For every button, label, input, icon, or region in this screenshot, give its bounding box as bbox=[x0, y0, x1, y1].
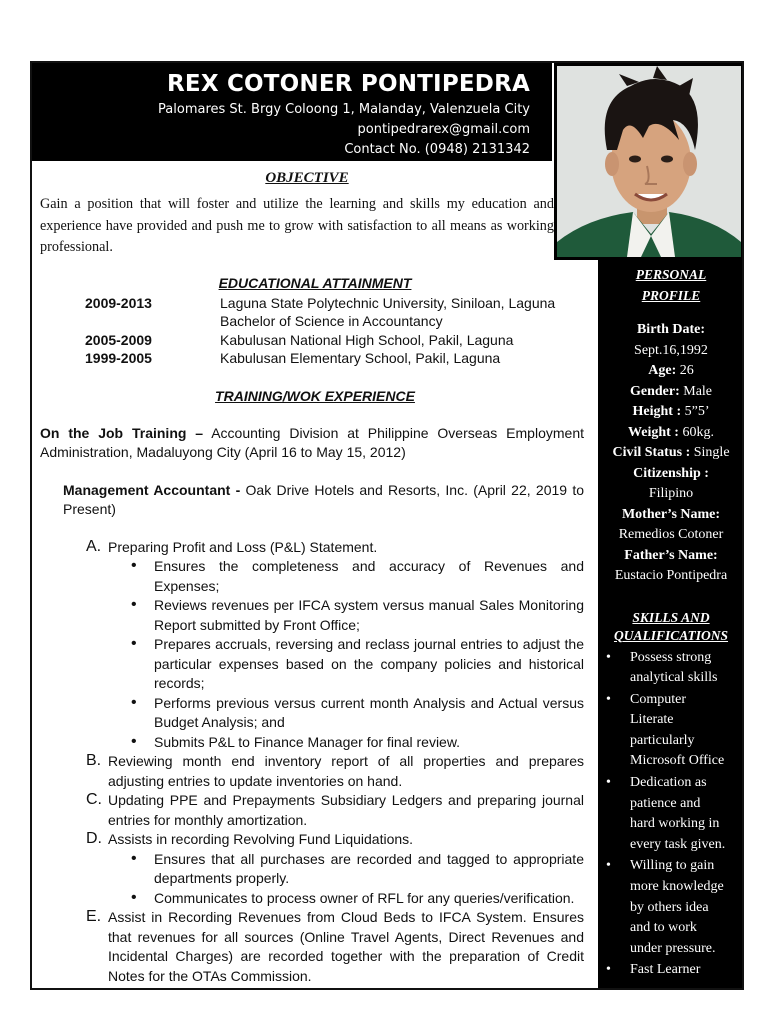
skill-item bbox=[604, 856, 744, 959]
father-name-label bbox=[598, 546, 744, 567]
weight-row bbox=[598, 423, 744, 444]
address: Palomares St. Brgy Coloong 1, Malanday, Valenzuela City bbox=[158, 102, 530, 117]
skill-line: by others idea bbox=[630, 899, 709, 915]
bullet-icon: • bbox=[131, 557, 137, 574]
job-entry bbox=[32, 481, 584, 520]
bullet-text: Performs previous versus current month Analysis and Actual versus Budget Analysis; and bbox=[154, 694, 584, 730]
resume-page bbox=[30, 61, 744, 990]
bullet-icon: • bbox=[131, 849, 137, 867]
bullet-icon: • bbox=[131, 693, 137, 711]
value-text: 60kg. bbox=[682, 424, 714, 440]
label-text: Civil Status : bbox=[612, 445, 691, 460]
height-row bbox=[598, 402, 744, 423]
profile-heading-line: PERSONAL bbox=[635, 267, 707, 282]
bullet-text: Communicates to process owner of RFL for any queries/verification. bbox=[154, 889, 575, 906]
skill-line: more knowledge bbox=[630, 879, 724, 895]
profile-heading-line: PROFILE bbox=[641, 288, 701, 303]
ojt-details: Accounting Division at Philippine Overseas Employment Administration, Madaluyong City (April 16 to May 15, 2012) bbox=[40, 424, 584, 460]
value-text: Single bbox=[693, 445, 730, 460]
skill-line: • Fast Learner bbox=[630, 962, 701, 978]
duty-letter: E. bbox=[86, 908, 102, 925]
skill-line: Microsoft Office bbox=[630, 753, 725, 769]
label-text: Age: bbox=[648, 363, 677, 378]
skills-list bbox=[598, 648, 744, 982]
gender-row bbox=[598, 382, 744, 403]
ojt-title: On the Job Training – bbox=[40, 424, 204, 441]
duty-letter: A. bbox=[86, 537, 102, 555]
skill-line: Literate bbox=[630, 712, 674, 728]
duty-letter: C. bbox=[86, 791, 102, 808]
bullet-icon: • bbox=[131, 596, 137, 613]
duty-letter: D. bbox=[86, 830, 102, 847]
personal-profile-heading bbox=[598, 260, 744, 306]
duty-item bbox=[32, 752, 598, 791]
duty-bullet bbox=[32, 557, 598, 596]
skill-line: patience and bbox=[630, 795, 701, 811]
education-entry bbox=[32, 331, 598, 350]
duty-text: Assist in Recording Revenues from Cloud Beds to IFCA System. Ensures that revenues for all sources (Online Travel Agents, Direct Revenues and Incidental Charges) are recorded together with the preparation of Credit Notes for the OTAs Commission. bbox=[108, 909, 584, 984]
duty-text: Updating PPE and Prepayments Subsidiary Ledgers and preparing journal entries for monthly amortization. bbox=[108, 792, 584, 828]
duty-text: Assists in recording Revolving Fund Liquidations. bbox=[108, 831, 414, 847]
label-text: Weight : bbox=[628, 424, 679, 440]
education-school: Kabulusan Elementary School, Pakil, Laguna bbox=[220, 350, 501, 366]
skill-line: particularly bbox=[630, 732, 695, 748]
education-list bbox=[32, 294, 598, 368]
education-degree: Bachelor of Science in Accountancy bbox=[220, 313, 443, 329]
birth-date-label bbox=[598, 320, 744, 341]
ojt-entry bbox=[32, 424, 584, 463]
education-years: 1999-2005 bbox=[85, 350, 152, 366]
duty-text: Preparing Profit and Loss (P&L) Statement. bbox=[108, 538, 378, 555]
birth-date-value: Sept.16,1992 bbox=[634, 342, 708, 358]
skill-item bbox=[604, 773, 744, 855]
age-row bbox=[598, 361, 744, 382]
skill-line: • Possess strong bbox=[630, 649, 712, 665]
duty-bullet bbox=[32, 850, 598, 889]
education-entry bbox=[32, 294, 598, 331]
bullet-text: Prepares accruals, reversing and reclass journal entries to adjust the particular expenses based on the company policies and historical records; bbox=[154, 636, 584, 691]
skill-line: • Willing to gain bbox=[630, 858, 715, 874]
education-years: 2009-2013 bbox=[85, 294, 152, 311]
skill-item bbox=[604, 690, 744, 772]
label-text: Father’s Name: bbox=[624, 547, 718, 563]
duty-bullet bbox=[32, 733, 598, 753]
bullet-icon: • bbox=[131, 888, 137, 906]
duty-letter: B. bbox=[86, 752, 102, 769]
skill-item bbox=[604, 648, 744, 689]
duty-text: Reviewing month end inventory report of all properties and prepares adjusting entries to update inventories on hand. bbox=[108, 753, 584, 789]
job-details: Oak Drive Hotels and Resorts, Inc. (April 22, 2019 to Present) bbox=[63, 481, 585, 517]
bullet-icon: • bbox=[131, 732, 137, 750]
experience-heading: TRAINING/WOK EXPERIENCE bbox=[215, 387, 415, 404]
label-text: Birth Date: bbox=[636, 322, 706, 337]
duties-list bbox=[32, 538, 598, 987]
skill-line: • Dedication as bbox=[630, 775, 707, 791]
skill-line: • Computer bbox=[630, 691, 686, 707]
skill-line: every task given. bbox=[630, 836, 726, 852]
mother-name-value: Remedios Cotoner bbox=[618, 527, 724, 542]
applicant-name: REX COTONER PONTIPEDRA bbox=[167, 71, 530, 97]
value-text: 5”5’ bbox=[684, 404, 710, 419]
duty-bullet bbox=[32, 596, 598, 635]
duty-item bbox=[32, 908, 598, 986]
citizenship-value: Filipino bbox=[648, 486, 694, 501]
mother-name-label bbox=[598, 505, 744, 526]
contact-number: Contact No. (0948) 2131342 bbox=[344, 142, 530, 157]
duty-item bbox=[32, 538, 598, 558]
objective-heading: OBJECTIVE bbox=[265, 170, 349, 186]
duty-bullet bbox=[32, 694, 598, 733]
objective-text: Gain a position that will foster and utilize the learning and skills my education and experience have provided and push me to grow with satisfaction to all means as working professional. bbox=[40, 196, 554, 255]
main-column bbox=[32, 161, 598, 986]
bullet-text: Ensures that all purchases are recorded and tagged to appropriate departments properly. bbox=[154, 850, 584, 886]
value-text: 26 bbox=[679, 363, 694, 378]
bullet-icon: • bbox=[131, 635, 137, 652]
duty-item bbox=[32, 791, 598, 830]
civil-status-row bbox=[598, 443, 744, 464]
education-school: Laguna State Polytechnic University, Siniloan, Laguna bbox=[220, 294, 556, 311]
education-years: 2005-2009 bbox=[85, 331, 152, 348]
email: pontipedrarex@gmail.com bbox=[357, 122, 530, 137]
education-heading: EDUCATIONAL ATTAINMENT bbox=[218, 274, 412, 291]
duty-bullet bbox=[32, 635, 598, 694]
label-text: Mother’s Name: bbox=[621, 506, 721, 522]
skill-line: under pressure. bbox=[630, 940, 716, 956]
value-text: Male bbox=[683, 383, 713, 399]
duty-item bbox=[32, 830, 598, 850]
citizenship-label bbox=[598, 464, 744, 485]
education-entry bbox=[32, 349, 598, 368]
skills-heading bbox=[598, 609, 744, 645]
bullet-text: Ensures the completeness and accuracy of Revenues and Expenses; bbox=[154, 558, 584, 594]
father-name-value: Eustacio Pontipedra bbox=[614, 568, 728, 583]
skill-line: analytical skills bbox=[630, 670, 718, 686]
resume-header bbox=[32, 63, 552, 161]
skills-heading-line: SKILLS AND bbox=[632, 609, 710, 625]
bullet-text: Reviews revenues per IFCA system versus manual Sales Monitoring Report submitted by Front Office; bbox=[154, 597, 584, 633]
label-text: Citizenship : bbox=[633, 465, 709, 481]
bullet-text: Submits P&L to Finance Manager for final review. bbox=[154, 733, 461, 750]
skill-line: and to work bbox=[630, 920, 697, 936]
label-text: Gender: bbox=[629, 383, 680, 399]
education-school: Kabulusan National High School, Pakil, Laguna bbox=[220, 331, 514, 348]
skill-item bbox=[604, 960, 744, 981]
skill-line: hard working in bbox=[630, 816, 720, 832]
skills-heading-line: QUALIFICATIONS bbox=[613, 627, 729, 643]
duty-bullet bbox=[32, 889, 598, 909]
job-title: Management Accountant - bbox=[63, 481, 241, 498]
sidebar bbox=[598, 260, 744, 990]
label-text: Height : bbox=[632, 404, 682, 419]
personal-profile bbox=[598, 320, 744, 587]
